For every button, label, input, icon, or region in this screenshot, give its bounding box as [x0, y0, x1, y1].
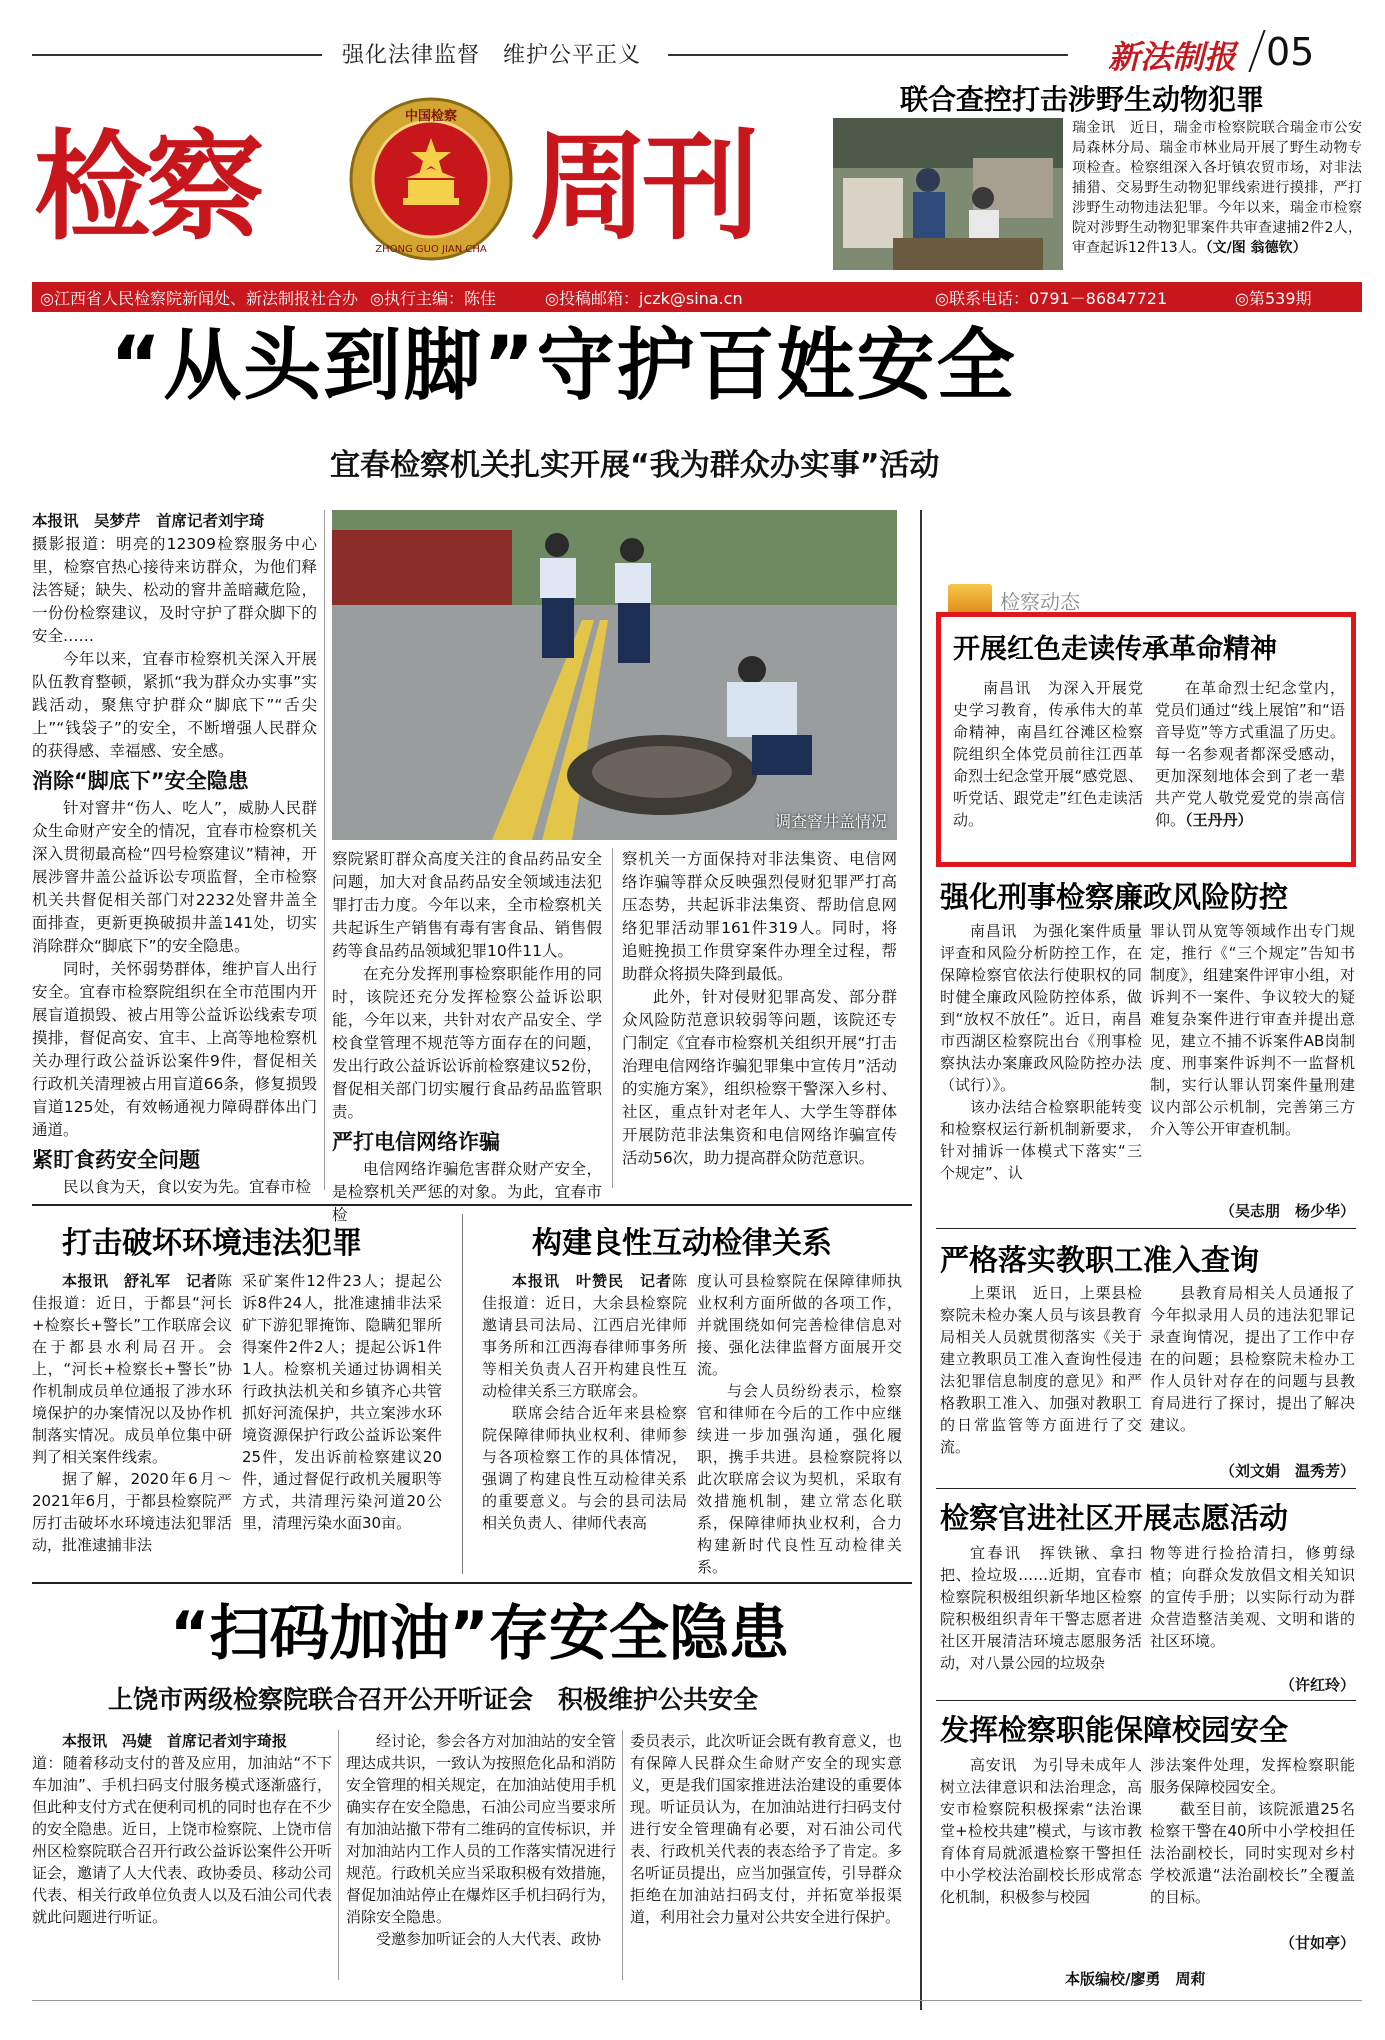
divider [462, 1214, 463, 1574]
story-b-col2: 度认可县检察院在保障律师执业权利方面所做的各项工作，并就围绕如何完善检律信息对接、强化法律监督方面展开交流。 与会人员纷纷表示，检察官和律师在今后的工作中应继续进一步加强沟通，强化履职，携手共进。县检察院将以此次联席会议为契机，采取有效措施机制，建立常态化联系，保障律师执业权利，合力构建新时代良性互动检律关系。 [697, 1272, 902, 1576]
bottom-col2: 经讨论，参会各方对加油站的安全管理达成共识，一致认为按照危化品和消防安全管理的相关规定，在加油站使用手机确实存在安全隐患，石油公司应当要求所有加油站撤下带有二维码的宣传标识，并对加油站内工作人员的工作落实情况进行规范。行政机关应当采取积极有效措施，督促加油站停止在爆炸区手机扫码行为，消除安全隐患。 受邀参加听证会的人大代表、政协 [346, 1732, 617, 1948]
divider [920, 510, 922, 2010]
right4-left: 高安讯 为引导未成年人树立法律意识和法治理念，高安市检察院积极探索“法治课堂+检校共建”模式，与该市教育体育局就派遣检察干警担任中小学校法治副校长形成常态化机制，积极参与校园 [940, 1756, 1142, 1906]
red-box-right: 在革命烈士纪念堂内，党员们通过“线上展馆”和“语音导览”等方式重温了历史。每一名参观者都深受感动，更加深刻地体会到了老一辈共产党人敬党爱党的崇高信仰。（王丹丹） [1155, 679, 1345, 829]
bottom-subtitle: 上饶市两级检察院联合召开公开听证会 积极维护公共安全 [108, 1685, 759, 1714]
bottom-col1: 本报讯 冯婕 首席记者刘宇琦报 道：随着移动支付的普及应用，加油站“不下车加油”、手机扫码支付服务模式逐渐盛行，但此种支付方式在便利司机的同时也存在不少的安全隐患。近日，上饶市检察院、上饶市信州区检察院联合召开行政公益诉讼案件公开听证会，邀请了人大代表、政协委员、移动公司代表、相关行政单位负责人以及石油公司代表就此问题进行听证。 [32, 1732, 333, 1926]
divider [324, 510, 325, 1190]
right3-right: 物等进行捡拾清扫，修剪绿植；向群众发放倡文相关知识的宣传手册；以实际行动为群众营造整洁美观、文明和谐的社区环境。 [1150, 1544, 1355, 1650]
info-bar [32, 282, 1362, 312]
right1-sig: （吴志朋 杨少华） [1219, 1202, 1355, 1220]
slogan: 强化法律监督 维护公平正义 [342, 43, 642, 68]
subhead-fraud: 严打电信网络诈骗 [332, 1130, 500, 1154]
subhead-feet: 消除“脚底下”安全隐患 [32, 769, 249, 793]
story-a-title: 打击破坏环境违法犯罪 [62, 1226, 362, 1261]
bottom-title: “扫码加油”存安全隐患 [170, 1599, 789, 1669]
story-a-col1: 本报讯 舒礼军 记者陈佳报道：近日，于都县“河长+检察长+警长”工作联席会议在于都县水利局召开。会上，“河长+检察长+警长”协作机制成员单位通报了涉水环境保护的办案情况以及协作机制落实情况。成员单位集中研判了相关案件线索。 据了解，2020年6月～2021年6月，于都县检察院严厉打击破坏水环境违法犯罪活动，批准逮捕非法 [32, 1272, 232, 1554]
divider [32, 1204, 912, 1206]
right2-right: 县教育局相关人员通报了今年拟录用人员的违法犯罪记录查询情况，提出了工作中存在的问题；县检察院未检办工作人员针对存在的问题与县教育局进行了探讨，提出了解决建议。 [1150, 1284, 1355, 1434]
divider [936, 1228, 1356, 1229]
divider [936, 1700, 1356, 1701]
svg-text:中国检察: 中国检察 [404, 109, 458, 124]
right4-right: 涉法案件处理，发挥检察职能服务保障校园安全。 截至目前，该院派遣25名检察干警在40所中小学校担任法治副校长，同时实现对乡村学校派遣“法治副校长”全覆盖的目标。 [1150, 1756, 1355, 1906]
story-a-col2: 采矿案件12件23人；提起公诉8件24人，批准逮捕非法采矿下游犯罪掩饰、隐瞒犯罪所得案件2件2人；提起公诉1件1人。检察机关通过协调相关行政执法机关和乡镇齐心共管抓好河流保护，共立案涉水环境资源保护行政公益诉讼案件25件，发出诉前检察建议20件，通过督促行政机关履职等方式，共清理污染河道20公里，清理污染水面30亩。 [242, 1272, 442, 1532]
right1-right: 罪认罚从宽等领域作出专门规定，推行《“三个规定”告知书制度》，组建案件评审小组，对诉判不一案件、争议较大的疑难复杂案件进行审查并提出意见，建立不捕不诉案件AB岗制度、刑事案件诉判不一监督机制，实行认罪认罚案件量刑建议内部公示机制，完善第三方介入等公开审查机制。 [1150, 922, 1355, 1138]
info-issue: ◎第539期 [1235, 288, 1312, 308]
main-col-1: 本报讯 吴梦芹 首席记者刘宇琦 摄影报道：明亮的12309检察服务中心里，检察官热心接待来访群众，为他们释法答疑；缺失、松动的窨井盖暗藏危险，一份份检察建议，及时守护了群众脚下的安全…… 今年以来，宜春市检察机关深入开展队伍教育整顿，紧抓“我为群众办实事”实践活动，聚焦守护群众“脚底下”“舌尖上”“钱袋子”的安全，不断增强人民群众的获得感、幸福感、安全感。 消除“脚底下”安全隐患 针对窨井“伤人、吃人”，威胁人民群众生命财产安全的情况，宜春市检察机关深入贯彻最高检“四号检察建议”精神，开展涉窨井盖公益诉讼专项监督，全市检察机关共督促相关部门对2232处窨井盖全面排查，更新更换破损井盖141处，切实消除群众“脚底下”的安全隐患。 同时，关怀弱势群体，维护盲人出行安全。宜春市检察院组织在全市范围内开展盲道损毁、被占用等公益诉讼线索专项摸排，督促高安、宜丰、上高等地检察机关办理行政公益诉讼案件9件，督促相关行政机关清理被占用盲道66条，修复损毁盲道125处，有效畅通视力障碍群体出门通道。 紧盯食药安全问题 民以食为天，食以安为先。宜春市检 [32, 512, 317, 1196]
masthead-right: 周刊 [530, 118, 755, 256]
right4-sig: （甘如亭） [1279, 1934, 1355, 1952]
divider [622, 1730, 623, 1980]
tag-label: 检察动态 [1000, 590, 1080, 614]
red-box [936, 612, 1356, 867]
page-editor: 本版编校/廖勇 周莉 [1065, 1970, 1206, 1988]
divider [32, 2000, 1362, 2001]
right1-title: 强化刑事检察廉政风险防控 [940, 880, 1289, 914]
right2-left: 上栗讯 近日，上栗县检察院未检办案人员与该县教育局相关人员就贯彻落实《关于建立教职员工准入查询性侵违法犯罪信息制度的意见》和严格教职工准入、加强对教职工的日常监管等方面进行了交流。 [940, 1284, 1142, 1456]
main-subtitle: 宜春检察机关扎实开展“我为群众办实事”活动 [330, 448, 940, 483]
story-b-title: 构建良性互动检律关系 [532, 1226, 832, 1261]
divider [32, 1582, 912, 1584]
right1-left: 南昌讯 为强化案件质量评查和风险分析防控工作，在保障检察官依法行使职权的同时健全廉政风险防控体系，做到“放权不放任”。近日，南昌市西湖区检察院出台《刑事检察执法办案廉政风险防控办法（试行）》。 该办法结合检察职能转变和检察权运行新机制新要求，针对捕诉一体模式下落实“三个规定”、认 [940, 922, 1142, 1182]
emblem [348, 96, 514, 262]
svg-text:ZHONG GUO JIAN CHA: ZHONG GUO JIAN CHA [375, 244, 487, 255]
divider [612, 848, 613, 1188]
bottom-col3: 委员表示，此次听证会既有教育意义，也有保障人民群众生命财产安全的现实意义，更是我们国家推进法治建设的重要体现。听证员认为，在加油站进行扫码支付进行安全管理确有必要，对石油公司代表、行政机关代表的表态给予了肯定。多名听证员提出，应当加强宣传，引导群众拒绝在加油站扫码支付，并拓宽举报渠道，利用社会力量对公共安全进行保护。 [630, 1732, 902, 1926]
right2-title: 严格落实教职工准入查询 [940, 1243, 1260, 1277]
subhead-food: 紧盯食药安全问题 [32, 1148, 200, 1172]
page-divider [1248, 30, 1265, 72]
teaser-photo [833, 118, 1063, 270]
right2-sig: （刘文娟 温秀芳） [1219, 1462, 1355, 1480]
main-col-2: 察院紧盯群众高度关注的食品药品安全问题，加大对食品药品安全领域违法犯罪打击力度。今年以来，全市检察机关共起诉生产销售有毒有害食品、销售假药等食品药品领域犯罪10件11人。 在充分发挥刑事检察职能作用的同时，该院还充分发挥检察公益诉讼职能，今年以来，共针对农产品安全、学校食堂管理不规范等方面存在的问题，发出行政公益诉讼诉前检察建议52份，督促相关部门切实履行食品药品监管职责。 严打电信网络诈骗 电信网络诈骗危害群众财产安全，是检察机关严惩的对象。为此，宜春市检 [332, 850, 602, 1224]
masthead-left: 检察 [34, 118, 259, 256]
red-box-title: 开展红色走读传承革命精神 [953, 634, 1277, 665]
main-title: “从头到脚”守护百姓安全 [110, 321, 1017, 411]
main-col-3: 察机关一方面保持对非法集资、电信网络诈骗等群众反映强烈侵财犯罪严打高压态势，共起诉非法集资、帮助信息网络犯罪活动罪161件319人。同时，将追赃挽损工作贯穿案件办理全过程，帮助群众将损失降到最低。 此外，针对侵财犯罪高发、部分群众风险防范意识较弱等问题，该院还专门制定《宜春市检察机关组织开展“打击治理电信网络诈骗犯罪集中宣传月”活动的实施方案》，组织检察干警深入乡村、社区，重点针对老年人、大学生等群体开展防范非法集资和电信网络诈骗宣传活动56次，助力提高群众防范意识。 [622, 850, 897, 1167]
top-rule-left [32, 54, 322, 56]
right3-left: 宜春讯 挥铁锹、拿扫把、捡垃圾……近期，宜春市检察院积极组织新华地区检察院积极组织青年干警志愿者进社区开展清洁环境志愿服务活动，对八景公园的垃圾杂 [940, 1544, 1142, 1672]
red-box-left: 南昌讯 为深入开展党史学习教育，传承伟大的革命精神，南昌红谷滩区检察院组织全体党员前往江西革命烈士纪念堂开展“感党恩、听党话、跟党走”红色走读活动。 [953, 679, 1143, 829]
tag-icon [948, 584, 992, 614]
main-photo [332, 510, 897, 840]
teaser-body: 瑞金讯 近日，瑞金市检察院联合瑞金市公安局森林分局、瑞金市林业局开展了野生动物专项检查。检察组深入各圩镇农贸市场，对非法捕猎、交易野生动物犯罪线索进行摸排，严打涉野生动物违法犯罪。今年以来，瑞金市检察院对涉野生动物犯罪案件共审查逮捕2件2人，审查起诉12件13人。（文/图 翁德钦） [1072, 120, 1362, 256]
photo-caption: 调查窨井盖情况 [774, 812, 887, 831]
right3-sig: （许红玲） [1279, 1676, 1355, 1694]
page-number: 05 [1266, 30, 1315, 74]
divider [936, 1488, 1356, 1489]
teaser-title: 联合查控打击涉野生动物犯罪 [900, 83, 1265, 116]
info-phone: ◎联系电话：0791－86847721 [935, 288, 1168, 308]
paper-name: 新法制报 [1108, 38, 1237, 76]
info-email[interactable]: ◎投稿邮箱：jczk@sina.cn [545, 288, 743, 308]
top-rule-mid [668, 54, 1068, 56]
info-editor: ◎执行主编：陈佳 [370, 288, 496, 308]
right4-title: 发挥检察职能保障校园安全 [940, 1713, 1289, 1747]
divider [338, 1730, 339, 1980]
right3-title: 检察官进社区开展志愿活动 [940, 1501, 1289, 1535]
story-b-col1: 本报讯 叶赞民 记者陈佳报道：近日，大余县检察院邀请县司法局、江西启光律师事务所和江西海春律师事务所等相关负责人召开构建良性互动检律关系三方联席会。 联席会结合近年来县检察院保障律师执业权利、律师参与各项检察工作的具体情况，强调了构建良性互动检律关系的重要意义。与会的县司法局相关负责人、律师代表高 [482, 1272, 687, 1532]
info-organizers: ◎江西省人民检察院新闻处、新法制报社合办 [40, 288, 358, 308]
